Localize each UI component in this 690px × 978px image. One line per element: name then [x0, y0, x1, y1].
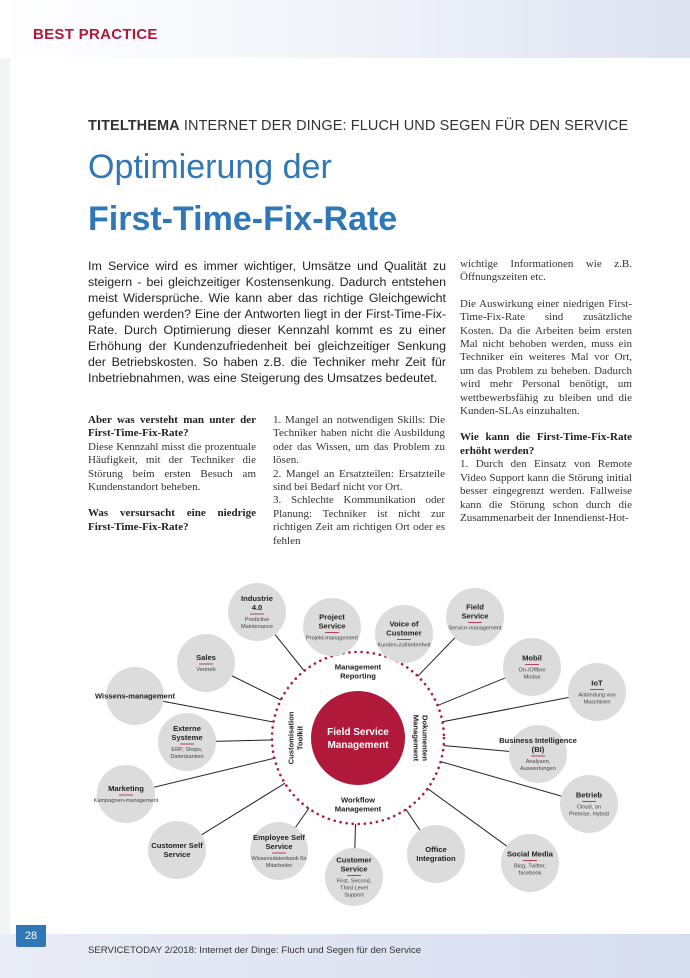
node-subtitle: First, Second, [336, 878, 372, 885]
inner-label-workflow-management-text: Management [334, 804, 382, 814]
node-title: Service [318, 621, 346, 631]
node-subtitle: Vertrieb [196, 667, 216, 673]
node-subtitle: Kunden-zufriedenheit [377, 642, 431, 649]
col3-para-2: Die Auswirkung einer niedrigen First-Time-Fix-Rate sind zusätzliche Kosten. Da die Arbeiten beim ersten Mal nicht behoben werden, muss ein Techniker ein weiteres Mal vor Ort, um das Problem zu beheben. Dadurch wird mehr Personal benötigt, um wettbewerbsfähig zu bleiben und die Kunden-SLAs einzuhalten. [460, 297, 632, 418]
node-subtitle: facebook [518, 870, 542, 877]
inner-label-management-reporting-text: Management [334, 662, 382, 672]
node-subtitle: Service-management [448, 625, 502, 632]
col3-para-3: 1. Durch den Einsatz von Remote Video Support kann die Störung initial besser eingegrenzt werden. Fallweise kann die Störung schon durch die Zusammenarbeit der Innendienst-Hot- [460, 458, 632, 524]
lead-paragraph: Im Service wird es immer wichtiger, Umsätze und Qualität zu steigern - bei gleichzeitiger Kostensenkung. Dadurch entstehen meist Widersprüche. Wie kann aber das richtige Gleichgewicht gefunden werden? Eine der Antworten liegt in der First-Time-Fix-Rate. Durch Optimierung dieser Kennzahl kommt es zu einer Erhöhung der Kundenzufriedenheit bei gleichzeitiger Senkung der Betriebskosten. So haben z.B. die Techniker mehr Zeit für Inbetriebnahmen, was eine Steigerung des Umsatzes bedeutet. [88, 259, 446, 385]
field-service-diagram [0, 560, 690, 930]
node-title: Voice of [389, 619, 419, 629]
node-subtitle: Mitarbeiter [265, 863, 293, 869]
node-title: Customer [386, 628, 422, 638]
node-circle [228, 583, 286, 641]
title-line-1: Optimierung der [88, 148, 332, 186]
column-3 [460, 258, 632, 538]
node-title: Integration [416, 854, 456, 863]
node-subtitle: Premise, Hybrid [569, 811, 609, 818]
node-circle [177, 634, 235, 692]
node-title: Mobil [522, 653, 542, 663]
inner-label-workflow-management-text: Workflow [340, 795, 376, 805]
node-title: Wissens-management [94, 691, 176, 701]
col1-heading-2: Was versursacht eine niedrige First-Time-Fix-Rate? [88, 507, 256, 533]
column-1 [88, 414, 256, 534]
node-circle [250, 822, 308, 880]
node-subtitle: Support [344, 892, 364, 899]
node-subtitle: Datenbanken [170, 754, 204, 760]
center-circle [311, 691, 405, 785]
col1-heading-1: Aber was versteht man unter der First-Time-Fix-Rate? [88, 414, 256, 440]
node-title: Office [425, 845, 447, 854]
footer-band [0, 934, 690, 978]
node-title: Field [466, 602, 484, 612]
inner-label-workflow-management [335, 796, 382, 814]
inner-label-management-reporting [335, 663, 382, 681]
col2-para-1: 1. Mangel an notwendigen Skills: Die Techniker haben nicht die Ausbildung oder das Wissen, um das Problem zu lösen. [273, 414, 445, 467]
node-subtitle: Anbindung von [578, 692, 616, 699]
node-circle [97, 765, 155, 823]
node-title: IoT [591, 678, 603, 688]
inner-label-customisation-toolkit-text: Customisation [286, 711, 296, 765]
node-circle [509, 725, 567, 783]
page-number: 28 [16, 925, 46, 947]
node-title: Externe [173, 724, 201, 733]
node-subtitle: Maschinen [583, 699, 611, 706]
inner-label-management-reporting-text: Reporting [340, 671, 376, 681]
footer-text: SERVICETODAY 2/2018: Internet der Dinge: Fluch und Segen für den Service [88, 945, 422, 956]
col1-para-1: Diese Kennzahl misst die prozentuale Häufigkeit, mit der Techniker die Störung beim ersten Besuch am Kundenstandort beheben. [88, 440, 256, 494]
node-title: Service [265, 842, 293, 851]
col2-para-3: 3. Schlechte Kommunikation oder Planung: Techniker ist nicht zur richtigen Zeit am richtigen Ort oder es fehlen [273, 494, 445, 547]
center-label-2: Management [327, 740, 389, 751]
column-2 [273, 414, 445, 561]
section-label: BEST PRACTICE [33, 26, 158, 43]
node-title: Betrieb [575, 790, 603, 800]
node-title: Marketing [108, 784, 144, 793]
kicker [88, 118, 628, 134]
node-title: Service [340, 864, 368, 874]
node-title: Social Media [506, 849, 554, 859]
node-circle [158, 713, 216, 771]
center-label-1: Field Service [327, 727, 389, 738]
node-subtitle: Cloud, on [577, 804, 601, 811]
node-subtitle: Predictive [244, 617, 270, 623]
node-title: Sales [196, 653, 216, 662]
col3-para-1: wichtige Informationen wie z.B. Öffnungszeiten etc. [460, 258, 632, 284]
node-subtitle: Wissensdatenbank für [251, 856, 307, 862]
inner-label-dokumenten-management [412, 715, 430, 762]
node-title: Service [461, 611, 489, 621]
node-title: 4.0 [251, 603, 263, 612]
node-title: Customer [336, 855, 372, 865]
title-line-2: First-Time-Fix-Rate [88, 200, 398, 238]
inner-label-dokumenten-management-text: Management [411, 714, 421, 762]
node-subtitle: Projekt-management [306, 635, 358, 642]
node-title: Employee Self [253, 833, 305, 842]
node-subtitle: Analysen, [525, 759, 551, 765]
node-subtitle: Maintenance [240, 624, 274, 630]
node-subtitle: Blog, Twitter, [514, 863, 546, 870]
kicker-bold: TITELTHEMA [88, 118, 180, 134]
col3-heading-1: Wie kann die First-Time-Fix-Rate erhöht werden? [460, 431, 632, 457]
node-title: Industrie [240, 594, 274, 603]
inner-label-customisation-toolkit-text: Toolkit [295, 725, 305, 751]
node-title: Systeme [171, 733, 203, 742]
kicker-rest: INTERNET DER DINGE: FLUCH UND SEGEN FÜR DEN SERVICE [179, 118, 629, 134]
node-title: Customer Self [151, 841, 203, 850]
node-title: (BI) [531, 745, 545, 754]
node-subtitle: Auswertungen [520, 766, 556, 772]
node-title: Project [319, 612, 345, 622]
node-subtitle: On-/Offline [518, 667, 546, 674]
col2-para-2: 2. Mangel an Ersatzteilen: Ersatzteile sind bei Bedarf nicht vor Ort. [273, 467, 445, 494]
node-subtitle: Third Level [340, 885, 368, 892]
node-subtitle: Kampagnen-management [93, 798, 159, 804]
inner-label-dokumenten-management-text: Dokumenten [420, 715, 430, 761]
node-subtitle: ERP, Shops, [171, 747, 203, 753]
node-subtitle: Modus [523, 674, 541, 681]
node-title: Business Intelligence [499, 736, 577, 745]
node-title: Service [163, 850, 191, 859]
